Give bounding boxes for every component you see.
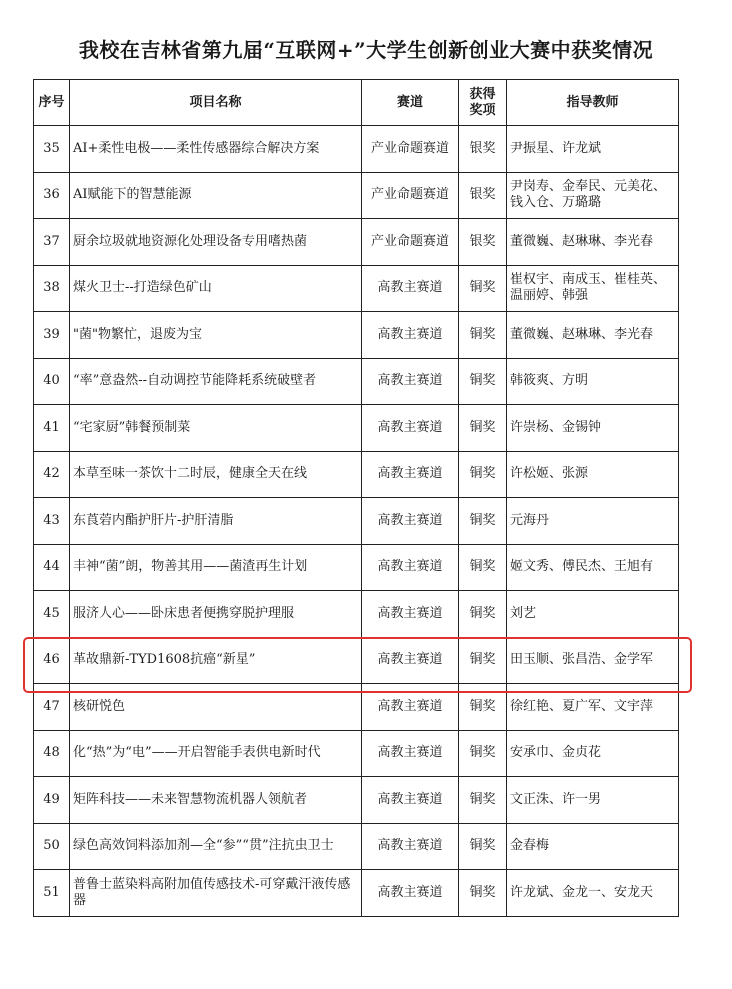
cell-award: 铜奖 (459, 405, 507, 452)
header-track: 赛道 (362, 80, 459, 126)
table-row (34, 498, 679, 545)
cell-project-name: 丰神“菌”朗，物善其用——菌渣再生计划 (70, 544, 362, 591)
cell-num: 46 (34, 637, 70, 684)
cell-project-name: "菌"物繁忙，退废为宝 (70, 312, 362, 359)
cell-teacher: 文正洙、许一男 (507, 777, 679, 824)
cell-track: 高教主赛道 (362, 823, 459, 870)
cell-award: 铜奖 (459, 591, 507, 638)
cell-award: 铜奖 (459, 544, 507, 591)
cell-num: 43 (34, 498, 70, 545)
cell-project-name: 东莨菪内酯护肝片-护肝清脂 (70, 498, 362, 545)
cell-project-name: 化“热”为“电”——开启智能手表供电新时代 (70, 730, 362, 777)
cell-track: 高教主赛道 (362, 730, 459, 777)
cell-num: 49 (34, 777, 70, 824)
table-row (34, 405, 679, 452)
cell-num: 37 (34, 219, 70, 266)
cell-award: 铜奖 (459, 823, 507, 870)
table-row (34, 312, 679, 359)
cell-project-name: AI赋能下的智慧能源 (70, 172, 362, 219)
cell-teacher: 尹岗寿、金奉民、元美花、钱入仓、万璐璐 (507, 172, 679, 219)
table-row (34, 172, 679, 219)
cell-teacher: 董微巍、赵琳琳、李光春 (507, 312, 679, 359)
cell-teacher: 安承巾、金贞花 (507, 730, 679, 777)
table-row (34, 219, 679, 266)
cell-track: 高教主赛道 (362, 544, 459, 591)
cell-award: 铜奖 (459, 870, 507, 917)
cell-track: 高教主赛道 (362, 405, 459, 452)
cell-project-name: “宅家厨”韩餐预制菜 (70, 405, 362, 452)
cell-award: 铜奖 (459, 730, 507, 777)
cell-project-name: AI+柔性电极——柔性传感器综合解决方案 (70, 126, 362, 173)
cell-project-name: 普鲁士蓝染料高附加值传感技术-可穿戴汗液传感器 (70, 870, 362, 917)
table-header-row (34, 80, 679, 126)
header-name: 项目名称 (70, 80, 362, 126)
awards-table (33, 79, 679, 917)
cell-project-name: 核研悦色 (70, 684, 362, 731)
table-row (34, 823, 679, 870)
cell-num: 40 (34, 358, 70, 405)
cell-teacher: 元海丹 (507, 498, 679, 545)
cell-teacher: 许松姬、张源 (507, 451, 679, 498)
table-body (34, 126, 679, 917)
cell-project-name: 厨余垃圾就地资源化处理设备专用嗜热菌 (70, 219, 362, 266)
table-row (34, 870, 679, 917)
cell-num: 41 (34, 405, 70, 452)
cell-track: 产业命题赛道 (362, 219, 459, 266)
cell-teacher: 许龙斌、金龙一、安龙天 (507, 870, 679, 917)
cell-track: 高教主赛道 (362, 312, 459, 359)
cell-award: 银奖 (459, 172, 507, 219)
table-row (34, 730, 679, 777)
page-title: 我校在吉林省第九届“互联网+”大学生创新创业大赛中获奖情况 (78, 38, 654, 62)
cell-num: 50 (34, 823, 70, 870)
cell-teacher: 田玉顺、张昌浩、金学军 (507, 637, 679, 684)
cell-track: 高教主赛道 (362, 358, 459, 405)
table-row (34, 637, 679, 684)
cell-award: 铜奖 (459, 451, 507, 498)
table-row (34, 684, 679, 731)
cell-track: 高教主赛道 (362, 777, 459, 824)
cell-track: 产业命题赛道 (362, 172, 459, 219)
cell-project-name: 矩阵科技——未来智慧物流机器人领航者 (70, 777, 362, 824)
cell-num: 48 (34, 730, 70, 777)
cell-teacher: 尹振星、许龙斌 (507, 126, 679, 173)
cell-track: 高教主赛道 (362, 637, 459, 684)
cell-num: 38 (34, 265, 70, 312)
cell-teacher: 金春梅 (507, 823, 679, 870)
cell-track: 高教主赛道 (362, 451, 459, 498)
cell-num: 35 (34, 126, 70, 173)
cell-award: 铜奖 (459, 312, 507, 359)
header-award: 获得奖项 (459, 80, 507, 126)
cell-project-name: 煤火卫士--打造绿色矿山 (70, 265, 362, 312)
cell-num: 39 (34, 312, 70, 359)
cell-num: 45 (34, 591, 70, 638)
cell-teacher: 崔权宇、南成玉、崔桂英、温丽婷、韩强 (507, 265, 679, 312)
cell-teacher: 许崇杨、金锡钟 (507, 405, 679, 452)
cell-project-name: 革故鼎新-TYD1608抗癌“新星” (70, 637, 362, 684)
cell-project-name: 绿色高效饲料添加剂—全“参”“贯”注抗虫卫士 (70, 823, 362, 870)
cell-track: 高教主赛道 (362, 870, 459, 917)
cell-teacher: 董微巍、赵琳琳、李光春 (507, 219, 679, 266)
table-row (34, 591, 679, 638)
cell-award: 铜奖 (459, 684, 507, 731)
cell-award: 铜奖 (459, 498, 507, 545)
cell-project-name: “率”意盎然--自动调控节能降耗系统破壁者 (70, 358, 362, 405)
cell-track: 高教主赛道 (362, 591, 459, 638)
cell-teacher: 姬文秀、傅民杰、王旭有 (507, 544, 679, 591)
cell-award: 银奖 (459, 219, 507, 266)
cell-project-name: 服济人心——卧床患者便携穿脱护理服 (70, 591, 362, 638)
cell-award: 铜奖 (459, 637, 507, 684)
table-row (34, 126, 679, 173)
cell-track: 产业命题赛道 (362, 126, 459, 173)
table-row (34, 777, 679, 824)
cell-award: 铜奖 (459, 265, 507, 312)
cell-teacher: 刘艺 (507, 591, 679, 638)
table-row (34, 544, 679, 591)
cell-award: 铜奖 (459, 777, 507, 824)
table-row (34, 451, 679, 498)
cell-award: 铜奖 (459, 358, 507, 405)
cell-track: 高教主赛道 (362, 684, 459, 731)
cell-num: 36 (34, 172, 70, 219)
cell-num: 47 (34, 684, 70, 731)
cell-num: 44 (34, 544, 70, 591)
cell-num: 51 (34, 870, 70, 917)
table-row (34, 265, 679, 312)
cell-num: 42 (34, 451, 70, 498)
header-num: 序号 (34, 80, 70, 126)
cell-award: 银奖 (459, 126, 507, 173)
header-teacher: 指导教师 (507, 80, 679, 126)
table-row (34, 358, 679, 405)
cell-project-name: 本草至味一茶饮十二时辰，健康全天在线 (70, 451, 362, 498)
cell-teacher: 徐红艳、夏广军、文宇萍 (507, 684, 679, 731)
cell-track: 高教主赛道 (362, 498, 459, 545)
cell-track: 高教主赛道 (362, 265, 459, 312)
cell-teacher: 韩筱爽、方明 (507, 358, 679, 405)
